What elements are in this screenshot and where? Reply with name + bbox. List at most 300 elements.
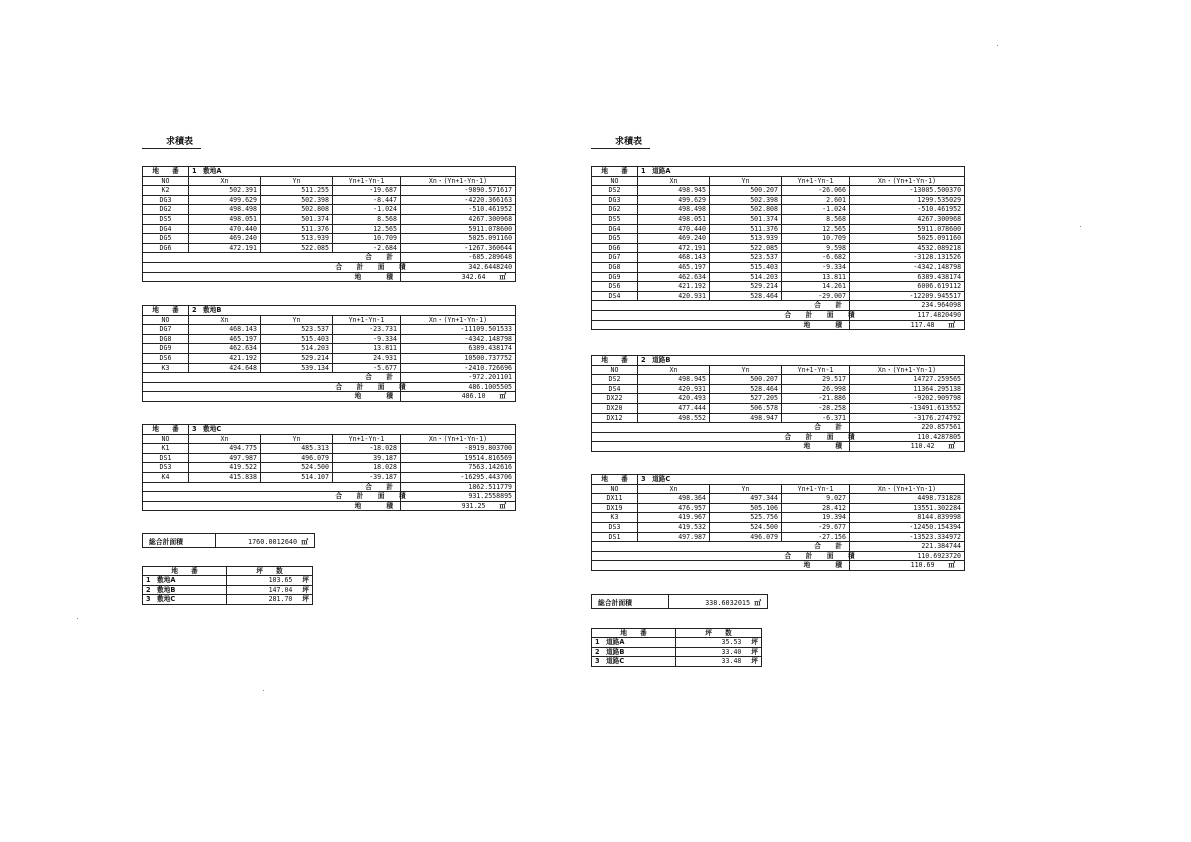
point-id: DG2 — [143, 205, 189, 215]
coordinate-value: 506.578 — [710, 403, 782, 413]
tsubo-unit: 坪 — [302, 595, 309, 604]
footer-label: 地 積 — [333, 501, 401, 511]
sqm-unit: ㎡ — [948, 320, 956, 329]
point-id: DG9 — [143, 344, 189, 354]
column-header-row — [592, 484, 965, 494]
footer-value — [401, 382, 516, 392]
footer-value — [401, 253, 516, 263]
table-row — [592, 282, 965, 292]
footer-value — [401, 392, 516, 402]
scan-speck — [77, 618, 78, 619]
point-id: DS3 — [143, 463, 189, 473]
lot-number-label: 地 番 — [143, 306, 189, 316]
footer-value-text: 117.4820490 — [917, 310, 962, 319]
table-row — [143, 186, 516, 196]
coordinate-value: 5911.078600 — [401, 224, 516, 234]
column-header-row — [592, 365, 965, 375]
coordinate-value: 11364.295138 — [850, 384, 965, 394]
point-id: DX19 — [592, 503, 638, 513]
point-id: DS4 — [592, 384, 638, 394]
coordinate-value: 10.709 — [782, 234, 850, 244]
footer-value-text: 342.64 — [461, 272, 486, 281]
coordinate-value: 497.987 — [189, 453, 261, 463]
coordinate-value: -29.007 — [782, 291, 850, 301]
land-area-row — [143, 272, 516, 282]
coordinate-value: 419.532 — [638, 522, 710, 532]
coordinate-value: 497.344 — [710, 494, 782, 504]
coordinate-value: 5025.091160 — [401, 234, 516, 244]
coordinate-value: -18.028 — [333, 444, 401, 454]
tsubo-unit: 坪 — [751, 647, 758, 656]
coordinate-value: -28.258 — [782, 403, 850, 413]
point-id: DG4 — [143, 224, 189, 234]
column-header: NO — [143, 176, 189, 186]
footer-label: 地 積 — [782, 561, 850, 571]
coordinate-value: -8.447 — [333, 195, 401, 205]
blank-cell — [143, 373, 333, 383]
lot-number-label: 地 番 — [592, 356, 638, 366]
column-header: Yn+1-Yn-1 — [782, 484, 850, 494]
table-row — [592, 262, 965, 272]
coordinate-value: 514.107 — [261, 472, 333, 482]
tsubo-unit: 坪 — [302, 585, 309, 594]
footer-value-text: 234.964098 — [921, 301, 962, 310]
coordinate-value: -13491.613552 — [850, 403, 965, 413]
scan-speck — [997, 45, 998, 46]
coordinate-value: -12450.154394 — [850, 522, 965, 532]
coordinate-value: 29.517 — [782, 375, 850, 385]
sqm-unit: ㎡ — [948, 561, 956, 570]
footer-label: 合 計 面 積 — [782, 551, 850, 561]
coordinate-value: 496.079 — [261, 453, 333, 463]
column-header: Xn・(Yn+1-Yn-1) — [850, 484, 965, 494]
lot-number-label: 地 番 — [143, 167, 189, 177]
coordinate-value: 511.255 — [261, 186, 333, 196]
coordinate-value: 4267.300968 — [401, 214, 516, 224]
footer-value-text: 110.42 — [910, 442, 935, 451]
table-row — [143, 214, 516, 224]
coordinate-value: -2410.726696 — [401, 363, 516, 373]
blank-cell — [143, 253, 333, 263]
table-row — [592, 214, 965, 224]
table-row — [143, 195, 516, 205]
column-header: Xn — [189, 176, 261, 186]
blank-cell — [143, 492, 333, 502]
blank-cell — [592, 551, 782, 561]
coordinate-value: 502.808 — [710, 205, 782, 215]
coordinate-value: 502.808 — [261, 205, 333, 215]
tsubo-value — [227, 585, 313, 594]
coordinate-value: -19.687 — [333, 186, 401, 196]
coordinate-value: 462.634 — [638, 272, 710, 282]
coordinate-value: 497.987 — [638, 532, 710, 542]
coordinate-value: 8144.839998 — [850, 513, 965, 523]
coordinate-value: 13.811 — [333, 344, 401, 354]
coordinate-value: 498.945 — [638, 375, 710, 385]
coordinate-value: -4342.148798 — [850, 262, 965, 272]
column-header: Xn・(Yn+1-Yn-1) — [850, 176, 965, 186]
coordinate-value: 498.552 — [638, 413, 710, 423]
coordinate-value: 528.464 — [710, 384, 782, 394]
coordinate-value: 39.187 — [333, 453, 401, 463]
total-area-row — [143, 492, 516, 502]
coordinate-value: 7563.142616 — [401, 463, 516, 473]
coordinate-value: 4498.731828 — [850, 494, 965, 504]
table-row — [143, 325, 516, 335]
coordinate-value: -510.461952 — [850, 205, 965, 215]
coordinate-value: 469.240 — [638, 234, 710, 244]
table-row — [592, 384, 965, 394]
coordinate-value: -12209.945517 — [850, 291, 965, 301]
table-row — [592, 205, 965, 215]
point-id: DS5 — [143, 214, 189, 224]
column-header: NO — [143, 434, 189, 444]
footer-label: 合 計 面 積 — [782, 432, 850, 442]
footer-value — [850, 432, 965, 442]
blank-cell — [143, 272, 333, 282]
blank-cell — [592, 301, 782, 311]
point-id: DG2 — [592, 205, 638, 215]
sum-row — [143, 373, 516, 383]
sqm-unit: ㎡ — [499, 272, 507, 281]
point-id: DG5 — [143, 234, 189, 244]
coordinate-value: 470.440 — [638, 224, 710, 234]
coordinate-value: 505.106 — [710, 503, 782, 513]
coordinate-value: 6006.619112 — [850, 282, 965, 292]
right-tsubo-table — [591, 628, 762, 667]
coordinate-value: -3176.274792 — [850, 413, 965, 423]
footer-label: 合 計 — [782, 301, 850, 311]
table-row — [143, 444, 516, 454]
footer-label: 合 計 面 積 — [782, 310, 850, 320]
coordinate-value: 6389.438174 — [850, 272, 965, 282]
table-row — [592, 403, 965, 413]
footer-value — [850, 320, 965, 330]
column-header: NO — [592, 365, 638, 375]
blank-cell — [592, 561, 782, 571]
column-header: 地 番 — [592, 629, 676, 638]
table-row — [592, 513, 965, 523]
column-header: Xn・(Yn+1-Yn-1) — [401, 315, 516, 325]
coordinate-value: 470.440 — [189, 224, 261, 234]
coordinate-value: 1299.535029 — [850, 195, 965, 205]
blank-cell — [592, 432, 782, 442]
sqm-unit: ㎡ — [754, 598, 761, 607]
coordinate-value: -16295.443706 — [401, 472, 516, 482]
coordinate-value: 424.648 — [189, 363, 261, 373]
coordinate-value: -13005.500370 — [850, 186, 965, 196]
column-header: Yn — [261, 434, 333, 444]
blank-cell — [592, 320, 782, 330]
column-header: Yn+1-Yn-1 — [333, 434, 401, 444]
sqm-unit: ㎡ — [499, 501, 507, 510]
coordinate-value: 8.568 — [333, 214, 401, 224]
coordinate-value: 468.143 — [638, 253, 710, 263]
lot-name: 1 道路A — [592, 638, 676, 647]
coordinate-value: 524.500 — [261, 463, 333, 473]
column-header: Yn — [710, 176, 782, 186]
column-header-row — [592, 176, 965, 186]
table-row — [143, 463, 516, 473]
point-id: DG9 — [592, 272, 638, 282]
table-row — [143, 453, 516, 463]
coordinate-value: 26.998 — [782, 384, 850, 394]
coordinate-value: 469.240 — [189, 234, 261, 244]
coordinate-value: -1267.360644 — [401, 243, 516, 253]
coordinate-value: -39.187 — [333, 472, 401, 482]
column-header: Xn — [189, 315, 261, 325]
column-header: 地 番 — [143, 567, 227, 576]
coordinate-value: 522.085 — [710, 243, 782, 253]
footer-value-text: 486.10 — [461, 392, 486, 401]
coordinate-value: -23.731 — [333, 325, 401, 335]
coordinate-value: 528.464 — [710, 291, 782, 301]
footer-value — [401, 373, 516, 383]
total-area-row — [143, 262, 516, 272]
lot-name: 2 道路B — [592, 647, 676, 656]
footer-value — [850, 442, 965, 452]
lot-name: 1 敷地A — [189, 167, 516, 177]
scan-speck — [1080, 226, 1081, 227]
lot-name: 2 敷地B — [143, 585, 227, 594]
coordinate-value: 14.261 — [782, 282, 850, 292]
coordinate-value: 500.207 — [710, 375, 782, 385]
lot-name: 2 敷地B — [189, 306, 516, 316]
land-area-row — [143, 392, 516, 402]
table-row — [592, 522, 965, 532]
coordinate-value: 511.376 — [261, 224, 333, 234]
coordinate-value: 14727.259565 — [850, 375, 965, 385]
point-id: DG5 — [592, 234, 638, 244]
left-area-table-3 — [142, 424, 516, 511]
point-id: DG7 — [592, 253, 638, 263]
table-row — [592, 375, 965, 385]
column-header: NO — [592, 176, 638, 186]
coordinate-value: 498.945 — [638, 186, 710, 196]
lot-number-label: 地 番 — [592, 475, 638, 485]
lot-title-row — [592, 167, 965, 177]
coordinate-value: -4342.148798 — [401, 334, 516, 344]
coordinate-value: 502.391 — [189, 186, 261, 196]
coordinate-value: 523.537 — [261, 325, 333, 335]
right-area-table-3 — [591, 474, 965, 571]
coordinate-value: -9202.909798 — [850, 394, 965, 404]
coordinate-value: 420.493 — [638, 394, 710, 404]
coordinate-value: 13551.302284 — [850, 503, 965, 513]
coordinate-value: 525.756 — [710, 513, 782, 523]
footer-label: 地 積 — [782, 442, 850, 452]
point-id: DS1 — [143, 453, 189, 463]
column-header: Xn・(Yn+1-Yn-1) — [401, 434, 516, 444]
point-id: DS2 — [592, 186, 638, 196]
coordinate-value: -21.886 — [782, 394, 850, 404]
coordinate-value: 472.191 — [638, 243, 710, 253]
coordinate-value: 501.374 — [261, 214, 333, 224]
point-id: DG3 — [143, 195, 189, 205]
coordinate-value: -6.682 — [782, 253, 850, 263]
coordinate-value: 513.939 — [261, 234, 333, 244]
coordinate-value: -29.677 — [782, 522, 850, 532]
column-header: Xn・(Yn+1-Yn-1) — [401, 176, 516, 186]
footer-label: 合 計 面 積 — [333, 262, 401, 272]
coordinate-value: 5911.078600 — [850, 224, 965, 234]
point-id: K3 — [592, 513, 638, 523]
blank-cell — [592, 310, 782, 320]
coordinate-value: 420.931 — [638, 384, 710, 394]
column-header: Xn — [638, 365, 710, 375]
footer-value-text: 486.1005505 — [468, 382, 513, 391]
total-area-row — [592, 432, 965, 442]
lot-title-row — [143, 306, 516, 316]
footer-label: 合 計 — [333, 253, 401, 263]
footer-value — [401, 262, 516, 272]
point-id: DG8 — [143, 334, 189, 344]
table-row — [592, 494, 965, 504]
tsubo-unit: 坪 — [751, 638, 758, 647]
total-area-row — [143, 382, 516, 392]
column-header: Yn — [710, 484, 782, 494]
coordinate-value: 19.394 — [782, 513, 850, 523]
lot-name: 3 敷地C — [143, 595, 227, 604]
coordinate-value: 485.313 — [261, 444, 333, 454]
coordinate-value: 514.203 — [261, 344, 333, 354]
table-row — [592, 272, 965, 282]
footer-value-text: 221.384744 — [921, 542, 962, 551]
column-header-row — [143, 315, 516, 325]
left-area-table-2 — [142, 305, 516, 402]
coordinate-value: 502.398 — [710, 195, 782, 205]
table-row — [592, 638, 762, 647]
coordinate-value: 419.967 — [638, 513, 710, 523]
coordinate-value: -27.156 — [782, 532, 850, 542]
table-row — [592, 253, 965, 263]
table-row — [143, 595, 313, 604]
coordinate-value: 539.134 — [261, 363, 333, 373]
coordinate-value: 465.197 — [189, 334, 261, 344]
coordinate-value: 2.601 — [782, 195, 850, 205]
column-header: Yn+1-Yn-1 — [782, 365, 850, 375]
column-header: NO — [143, 315, 189, 325]
footer-label: 地 積 — [333, 392, 401, 402]
footer-value-text: 342.6448240 — [468, 262, 513, 271]
footer-label: 合 計 — [782, 423, 850, 433]
lot-title-row — [592, 475, 965, 485]
coordinate-value: 9.027 — [782, 494, 850, 504]
coordinate-value: 462.634 — [189, 344, 261, 354]
total-area-row — [592, 310, 965, 320]
sqm-unit: ㎡ — [948, 442, 956, 451]
point-id: DG4 — [592, 224, 638, 234]
coordinate-value: -26.066 — [782, 186, 850, 196]
coordinate-value: -13523.334972 — [850, 532, 965, 542]
footer-value — [850, 423, 965, 433]
right-grand-total — [591, 594, 768, 609]
coordinate-value: 465.197 — [638, 262, 710, 272]
tsubo-value-text: 33.48 — [721, 657, 742, 666]
coordinate-value: -2.684 — [333, 243, 401, 253]
point-id: DS3 — [592, 522, 638, 532]
lot-number-label: 地 番 — [143, 425, 189, 435]
coordinate-value: -6.371 — [782, 413, 850, 423]
coordinate-value: 419.522 — [189, 463, 261, 473]
coordinate-value: 421.192 — [638, 282, 710, 292]
point-id: K2 — [143, 186, 189, 196]
table-row — [592, 657, 762, 666]
coordinate-value: 4532.089218 — [850, 243, 965, 253]
coordinate-value: -5.677 — [333, 363, 401, 373]
coordinate-value: 12.565 — [333, 224, 401, 234]
tsubo-value — [227, 595, 313, 604]
coordinate-value: 5025.091160 — [850, 234, 965, 244]
coordinate-value: 498.947 — [710, 413, 782, 423]
point-id: DG7 — [143, 325, 189, 335]
table-row — [592, 291, 965, 301]
column-header: Yn+1-Yn-1 — [782, 176, 850, 186]
table-row — [592, 413, 965, 423]
column-header: Yn+1-Yn-1 — [333, 176, 401, 186]
coordinate-value: 527.205 — [710, 394, 782, 404]
lot-name: 3 敷地C — [189, 425, 516, 435]
sum-row — [592, 423, 965, 433]
left-doc-title: 求積表 — [142, 134, 201, 149]
land-area-row — [592, 320, 965, 330]
table-row — [143, 334, 516, 344]
column-header: Xn — [638, 176, 710, 186]
grand-total-label: 総合計面積 — [143, 534, 216, 548]
coordinate-value: -1.024 — [333, 205, 401, 215]
coordinate-value: 24.931 — [333, 353, 401, 363]
footer-label: 地 積 — [782, 320, 850, 330]
table-row — [143, 344, 516, 354]
column-header: Yn — [261, 176, 333, 186]
tsubo-unit: 坪 — [751, 657, 758, 666]
sqm-unit: ㎡ — [301, 537, 308, 546]
coordinate-value: 28.412 — [782, 503, 850, 513]
footer-value-text: 931.2558895 — [468, 492, 513, 501]
tsubo-value — [676, 657, 762, 666]
table-row — [592, 195, 965, 205]
footer-value-text: 110.69 — [910, 561, 935, 570]
tsubo-header-row — [592, 629, 762, 638]
column-header: Yn — [261, 315, 333, 325]
point-id: DG3 — [592, 195, 638, 205]
coordinate-value: -510.461952 — [401, 205, 516, 215]
table-row — [143, 243, 516, 253]
blank-cell — [143, 382, 333, 392]
footer-value — [401, 501, 516, 511]
point-id: K1 — [143, 444, 189, 454]
coordinate-value: -9.334 — [333, 334, 401, 344]
coordinate-value: 19514.816569 — [401, 453, 516, 463]
point-id: DX22 — [592, 394, 638, 404]
right-area-table-1 — [591, 166, 965, 330]
lot-title-row — [143, 167, 516, 177]
blank-cell — [143, 392, 333, 402]
table-row — [143, 205, 516, 215]
coordinate-value: 4267.300968 — [850, 214, 965, 224]
footer-value — [850, 301, 965, 311]
footer-value — [850, 310, 965, 320]
column-header: Yn+1-Yn-1 — [333, 315, 401, 325]
coordinate-value: 498.051 — [189, 214, 261, 224]
land-area-row — [592, 442, 965, 452]
lot-name: 1 敷地A — [143, 576, 227, 585]
sqm-unit: ㎡ — [499, 392, 507, 401]
coordinate-value: 501.374 — [710, 214, 782, 224]
coordinate-value: 420.931 — [638, 291, 710, 301]
lot-name: 2 道路B — [638, 356, 965, 366]
table-row — [592, 234, 965, 244]
